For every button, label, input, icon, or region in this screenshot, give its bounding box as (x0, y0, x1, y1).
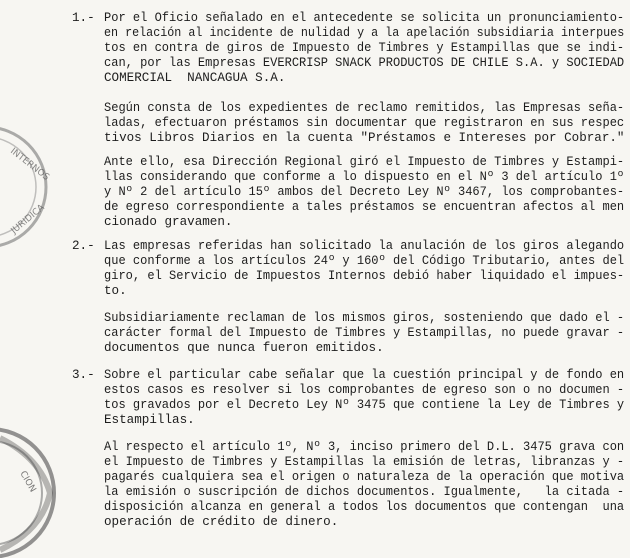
text-line: en relación al incidente de nulidad y a la apelación subsidiaria interpues (104, 26, 625, 40)
text-line: Subsidiariamente reclaman de los mismos giros, sosteniendo que dado el - (104, 311, 625, 325)
text-line: la emisión o suscripción de dichos documentos. Igualmente, la citada - (104, 485, 625, 499)
text-line: tos gravados por el Decreto Ley Nº 3475 que contiene la Ley de Timbres y (104, 398, 625, 412)
seal-lower-text: CION (17, 469, 38, 495)
seal-upper-lower-text: JURIDICA (9, 202, 47, 237)
official-seal-stamp-lower (0, 418, 70, 558)
text-line: giro, el Servicio de Impuestos Internos debió haber liquidado el impues- (104, 269, 625, 283)
text-line: Sobre el particular cabe señalar que la cuestión principal y de fondo en (104, 368, 625, 382)
text-line: tos en contra de giros de Impuesto de Timbres y Estampillas que se indi- (104, 41, 625, 55)
text-line: estos casos es resolver si los comprobantes de egreso son o no documen - (104, 383, 625, 397)
text-line: Ante ello, esa Dirección Regional giró el Impuesto de Timbres y Estampi- (104, 155, 625, 169)
official-seal-stamp-upper (0, 122, 70, 252)
text-line: ladas, efectuaron préstamos sin documentar que registraron en sus respec (104, 116, 625, 130)
text-line: tivos Libros Diarios en la cuenta "Préstamos e Intereses por Cobrar." (104, 131, 625, 145)
text-line: can, por las Empresas EVERCRISP SNACK PRODUCTOS DE CHILE S.A. y SOCIEDAD (104, 56, 625, 70)
text-line: cionado gravamen. (104, 215, 233, 229)
text-line: Estampillas. (104, 413, 195, 427)
text-line: COMERCIAL NANCAGUA S.A. (104, 71, 286, 85)
text-line: Al respecto el artículo 1º, Nº 3, inciso primero del D.L. 3475 grava con (104, 440, 625, 454)
text-line: Por el Oficio señalado en el antecedente se solicita un pronunciamiento- (104, 11, 625, 25)
seal-upper-text: INTERNOS (8, 146, 51, 183)
section-number: 1.- (72, 11, 95, 25)
section-number: 2.- (72, 239, 95, 253)
text-line: Las empresas referidas han solicitado la anulación de los giros alegando (104, 239, 625, 253)
text-line: y Nº 2 del artículo 15º ambos del Decreto Ley Nº 3467, los comprobantes- (104, 185, 625, 199)
text-line: operación de crédito de dinero. (104, 515, 339, 529)
text-line: Según consta de los expedientes de reclamo remitidos, las Empresas seña- (104, 101, 625, 115)
section-number: 3.- (72, 368, 95, 382)
text-line: el Impuesto de Timbres y Estampillas la emisión de letras, libranzas y - (104, 455, 625, 469)
text-line: to. (104, 284, 127, 298)
text-line: que conforme a los artículos 24º y 160º del Código Tributario, antes del (104, 254, 625, 268)
text-line: documentos que nunca fueron emitidos. (104, 341, 384, 355)
text-line: carácter formal del Impuesto de Timbres y Estampillas, no puede gravar - (104, 326, 625, 340)
text-line: disposición alcanza en general a todos los documentos que contengan una (104, 500, 625, 514)
text-line: de egreso correspondiente a tales préstamos se encuentran afectos al men (104, 200, 625, 214)
text-line: pagarés cualquiera sea el origen o naturaleza de la operación que motiva (104, 470, 625, 484)
text-line: llas considerando que conforme a lo dispuesto en el Nº 3 del artículo 1º (104, 170, 625, 184)
